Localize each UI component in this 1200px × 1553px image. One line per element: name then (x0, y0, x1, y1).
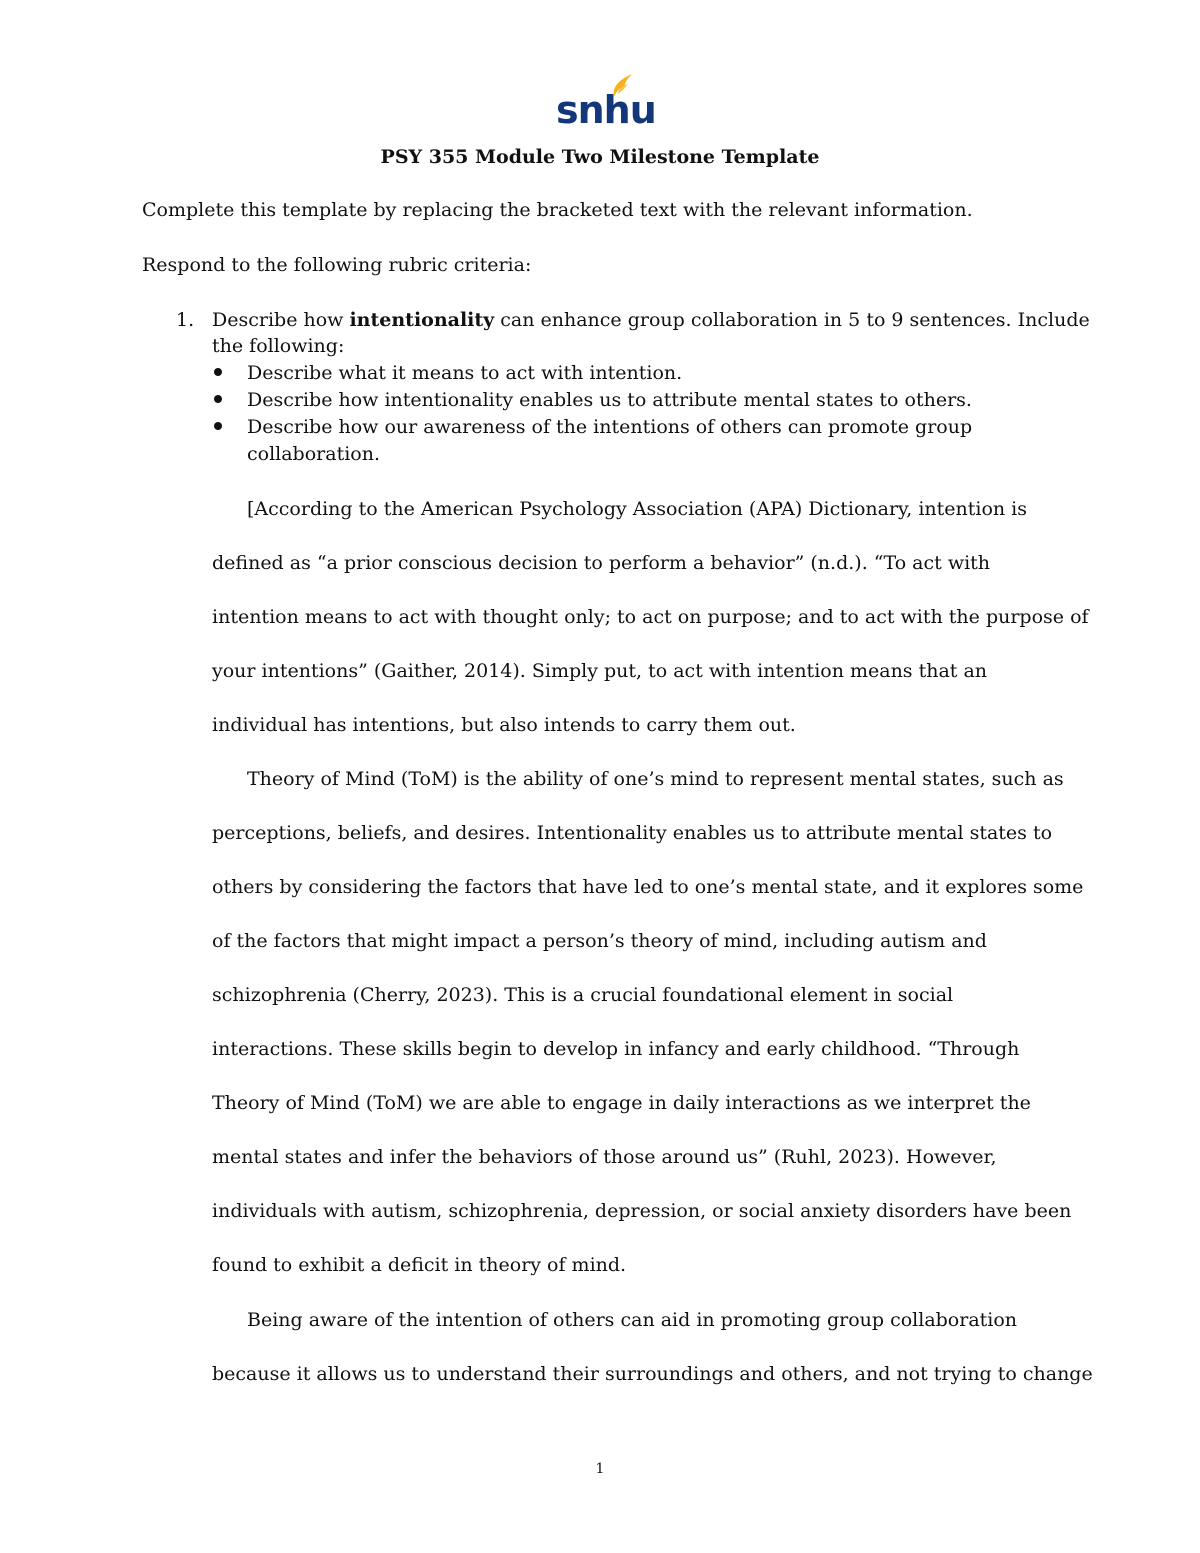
criterion-bullet: Describe how intentionality enables us to attribute mental states to others. (247, 389, 972, 411)
page-title: PSY 355 Module Two Milestone Template (380, 146, 820, 168)
response-line: Theory of Mind (ToM) is the ability of one’s mind to represent mental states, such as (247, 768, 1064, 790)
bullet-icon (214, 395, 222, 403)
instruction-line-1: Complete this template by replacing the bracketed text with the relevant information. (142, 199, 973, 221)
response-line: Theory of Mind (ToM) we are able to engage in daily interactions as we interpret the (212, 1092, 1031, 1114)
response-line: individuals with autism, schizophrenia, depression, or social anxiety disorders have been (212, 1200, 1072, 1222)
criterion-bullet: Describe how our awareness of the intentions of others can promote group (247, 416, 973, 438)
criterion-bullet-continuation: collaboration. (247, 443, 380, 465)
response-line: interactions. These skills begin to develop in infancy and early childhood. “Through (212, 1038, 1020, 1060)
response-line: your intentions” (Gaither, 2014). Simply put, to act with intention means that an (212, 660, 988, 682)
response-line: intention means to act with thought only; to act on purpose; and to act with the purpose of (212, 606, 1089, 628)
response-line: mental states and infer the behaviors of those around us” (Ruhl, 2023). However, (212, 1146, 997, 1168)
criterion-line-1 (212, 308, 1090, 332)
response-line: found to exhibit a deficit in theory of mind. (212, 1254, 627, 1276)
criterion-suffix: can enhance group collaboration in 5 to 9 sentences. Include (494, 309, 1090, 331)
snhu-logo (554, 72, 656, 132)
criterion-keyword: intentionality (349, 309, 495, 331)
response-line: defined as “a prior conscious decision to perform a behavior” (n.d.). “To act with (212, 552, 991, 574)
response-line: individual has intentions, but also intends to carry them out. (212, 714, 796, 736)
response-line: because it allows us to understand their surroundings and others, and not trying to change (212, 1363, 1093, 1385)
criterion-bullet: Describe what it means to act with intention. (247, 362, 683, 384)
criterion-line-2: the following: (212, 335, 345, 357)
response-line: of the factors that might impact a person’s theory of mind, including autism and (212, 930, 987, 952)
response-line: schizophrenia (Cherry, 2023). This is a crucial foundational element in social (212, 984, 954, 1006)
response-line: [According to the American Psychology Association (APA) Dictionary, intention is (247, 498, 1028, 520)
logo-wordmark: snhu (556, 88, 656, 132)
page-number: 1 (595, 1461, 605, 1477)
bullet-icon (214, 368, 222, 376)
instruction-line-2: Respond to the following rubric criteria: (142, 254, 532, 276)
response-line: others by considering the factors that have led to one’s mental state, and it explores some (212, 876, 1084, 898)
response-line: perceptions, beliefs, and desires. Intentionality enables us to attribute mental states to (212, 822, 1053, 844)
criterion-number: 1. (176, 309, 195, 331)
bullet-icon (214, 422, 222, 430)
response-line: Being aware of the intention of others can aid in promoting group collaboration (247, 1309, 1018, 1331)
criterion-prefix: Describe how (212, 309, 350, 331)
